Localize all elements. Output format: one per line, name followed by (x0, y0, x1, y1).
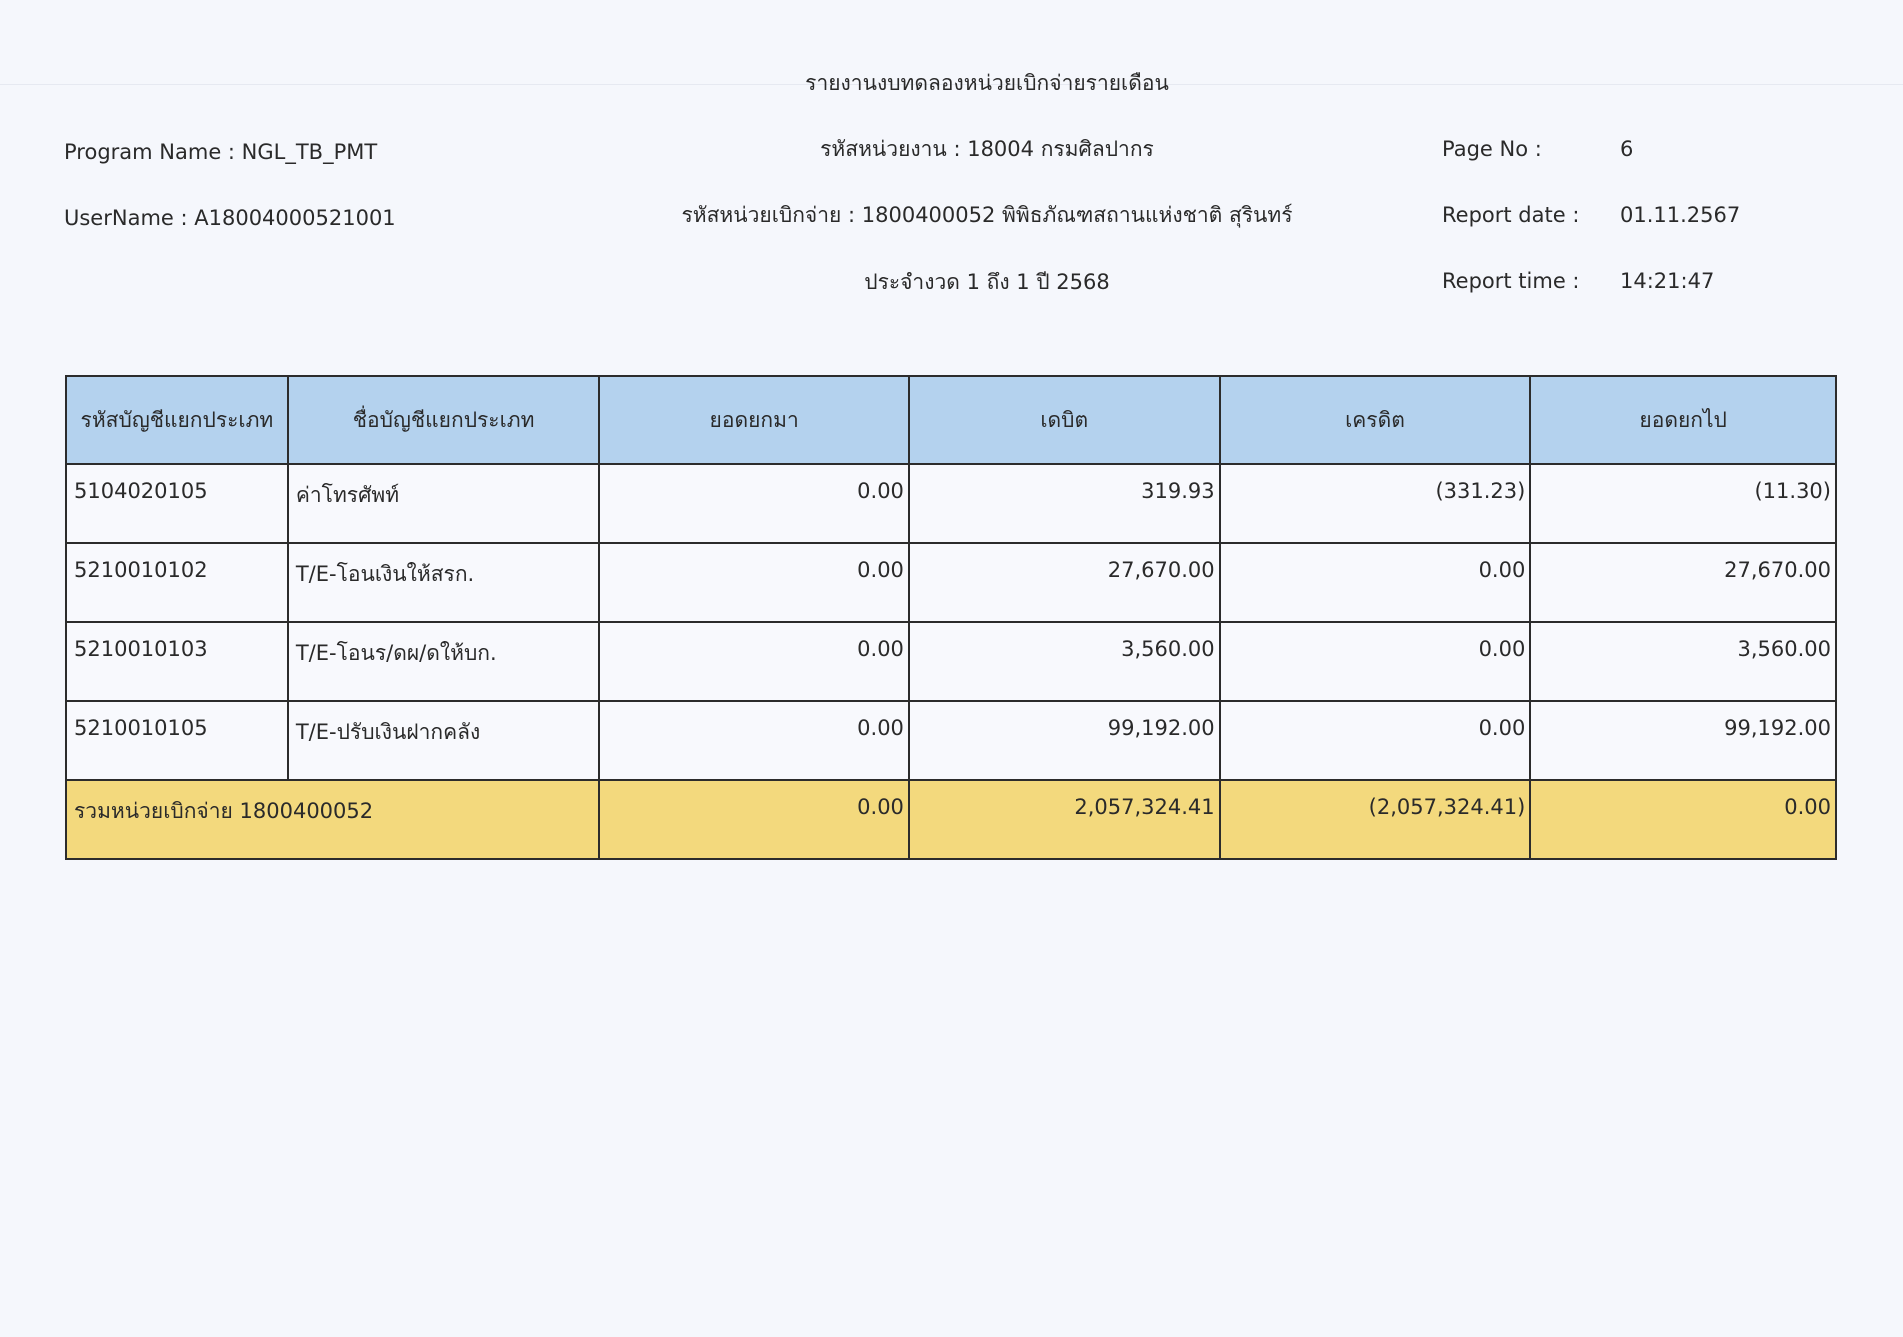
report-date: 01.11.2567 (1620, 203, 1741, 227)
cell-debit: 27,670.00 (909, 543, 1220, 622)
cell-credit: 0.00 (1220, 622, 1531, 701)
cell-account-name: T/E-โอนเงินให้สรก. (288, 543, 600, 622)
cell-closing-balance: 27,670.00 (1530, 543, 1836, 622)
col-closing-balance: ยอดยกไป (1530, 376, 1836, 464)
cell-closing-balance: 3,560.00 (1530, 622, 1836, 701)
table-row (66, 464, 1836, 543)
cell-account-code: 5104020105 (66, 464, 288, 543)
period: ประจำงวด 1 ถึง 1 ปี 2568 (864, 270, 1110, 294)
table-row (66, 701, 1836, 780)
table-header-row (66, 376, 1836, 464)
col-opening-balance: ยอดยกมา (599, 376, 909, 464)
total-debit: 2,057,324.41 (909, 780, 1220, 859)
cell-opening-balance: 0.00 (599, 701, 909, 780)
cell-account-code: 5210010105 (66, 701, 288, 780)
agency: รหัสหน่วยงาน : 18004 กรมศิลปากร (820, 137, 1154, 161)
col-credit: เครดิต (1220, 376, 1531, 464)
total-label: รวมหน่วยเบิกจ่าย 1800400052 (66, 780, 599, 859)
report-date-label: Report date : (1442, 203, 1580, 227)
cell-credit: 0.00 (1220, 701, 1531, 780)
report-time-label: Report time : (1442, 269, 1580, 293)
cell-account-code: 5210010103 (66, 622, 288, 701)
cell-opening-balance: 0.00 (599, 543, 909, 622)
cell-account-code: 5210010102 (66, 543, 288, 622)
table-row (66, 543, 1836, 622)
program-name: Program Name : NGL_TB_PMT (64, 140, 378, 164)
username: UserName : A18004000521001 (64, 206, 396, 230)
report-time: 14:21:47 (1620, 269, 1715, 293)
cell-account-name: ค่าโทรศัพท์ (288, 464, 600, 543)
page-no: 6 (1620, 137, 1634, 161)
cell-debit: 319.93 (909, 464, 1220, 543)
report-title: รายงานงบทดลองหน่วยเบิกจ่ายรายเดือน (805, 71, 1169, 95)
cell-closing-balance: (11.30) (1530, 464, 1836, 543)
total-credit: (2,057,324.41) (1220, 780, 1531, 859)
table-row (66, 622, 1836, 701)
cell-debit: 3,560.00 (909, 622, 1220, 701)
col-debit: เดบิต (909, 376, 1220, 464)
page-no-label: Page No : (1442, 137, 1542, 161)
total-closing-balance: 0.00 (1530, 780, 1836, 859)
total-row (66, 780, 1836, 859)
cell-account-name: T/E-ปรับเงินฝากคลัง (288, 701, 600, 780)
cell-opening-balance: 0.00 (599, 464, 909, 543)
cell-closing-balance: 99,192.00 (1530, 701, 1836, 780)
cell-credit: (331.23) (1220, 464, 1531, 543)
col-account-code: รหัสบัญชีแยกประเภท (66, 376, 288, 464)
trial-balance-table (65, 375, 1837, 860)
cell-debit: 99,192.00 (909, 701, 1220, 780)
disbursing-unit: รหัสหน่วยเบิกจ่าย : 1800400052 พิพิธภัณฑสถานแห่งชาติ สุรินทร์ (681, 203, 1293, 227)
cell-opening-balance: 0.00 (599, 622, 909, 701)
cell-credit: 0.00 (1220, 543, 1531, 622)
total-opening-balance: 0.00 (599, 780, 909, 859)
col-account-name: ชื่อบัญชีแยกประเภท (288, 376, 600, 464)
cell-account-name: T/E-โอนร/ดผ/ดให้บก. (288, 622, 600, 701)
